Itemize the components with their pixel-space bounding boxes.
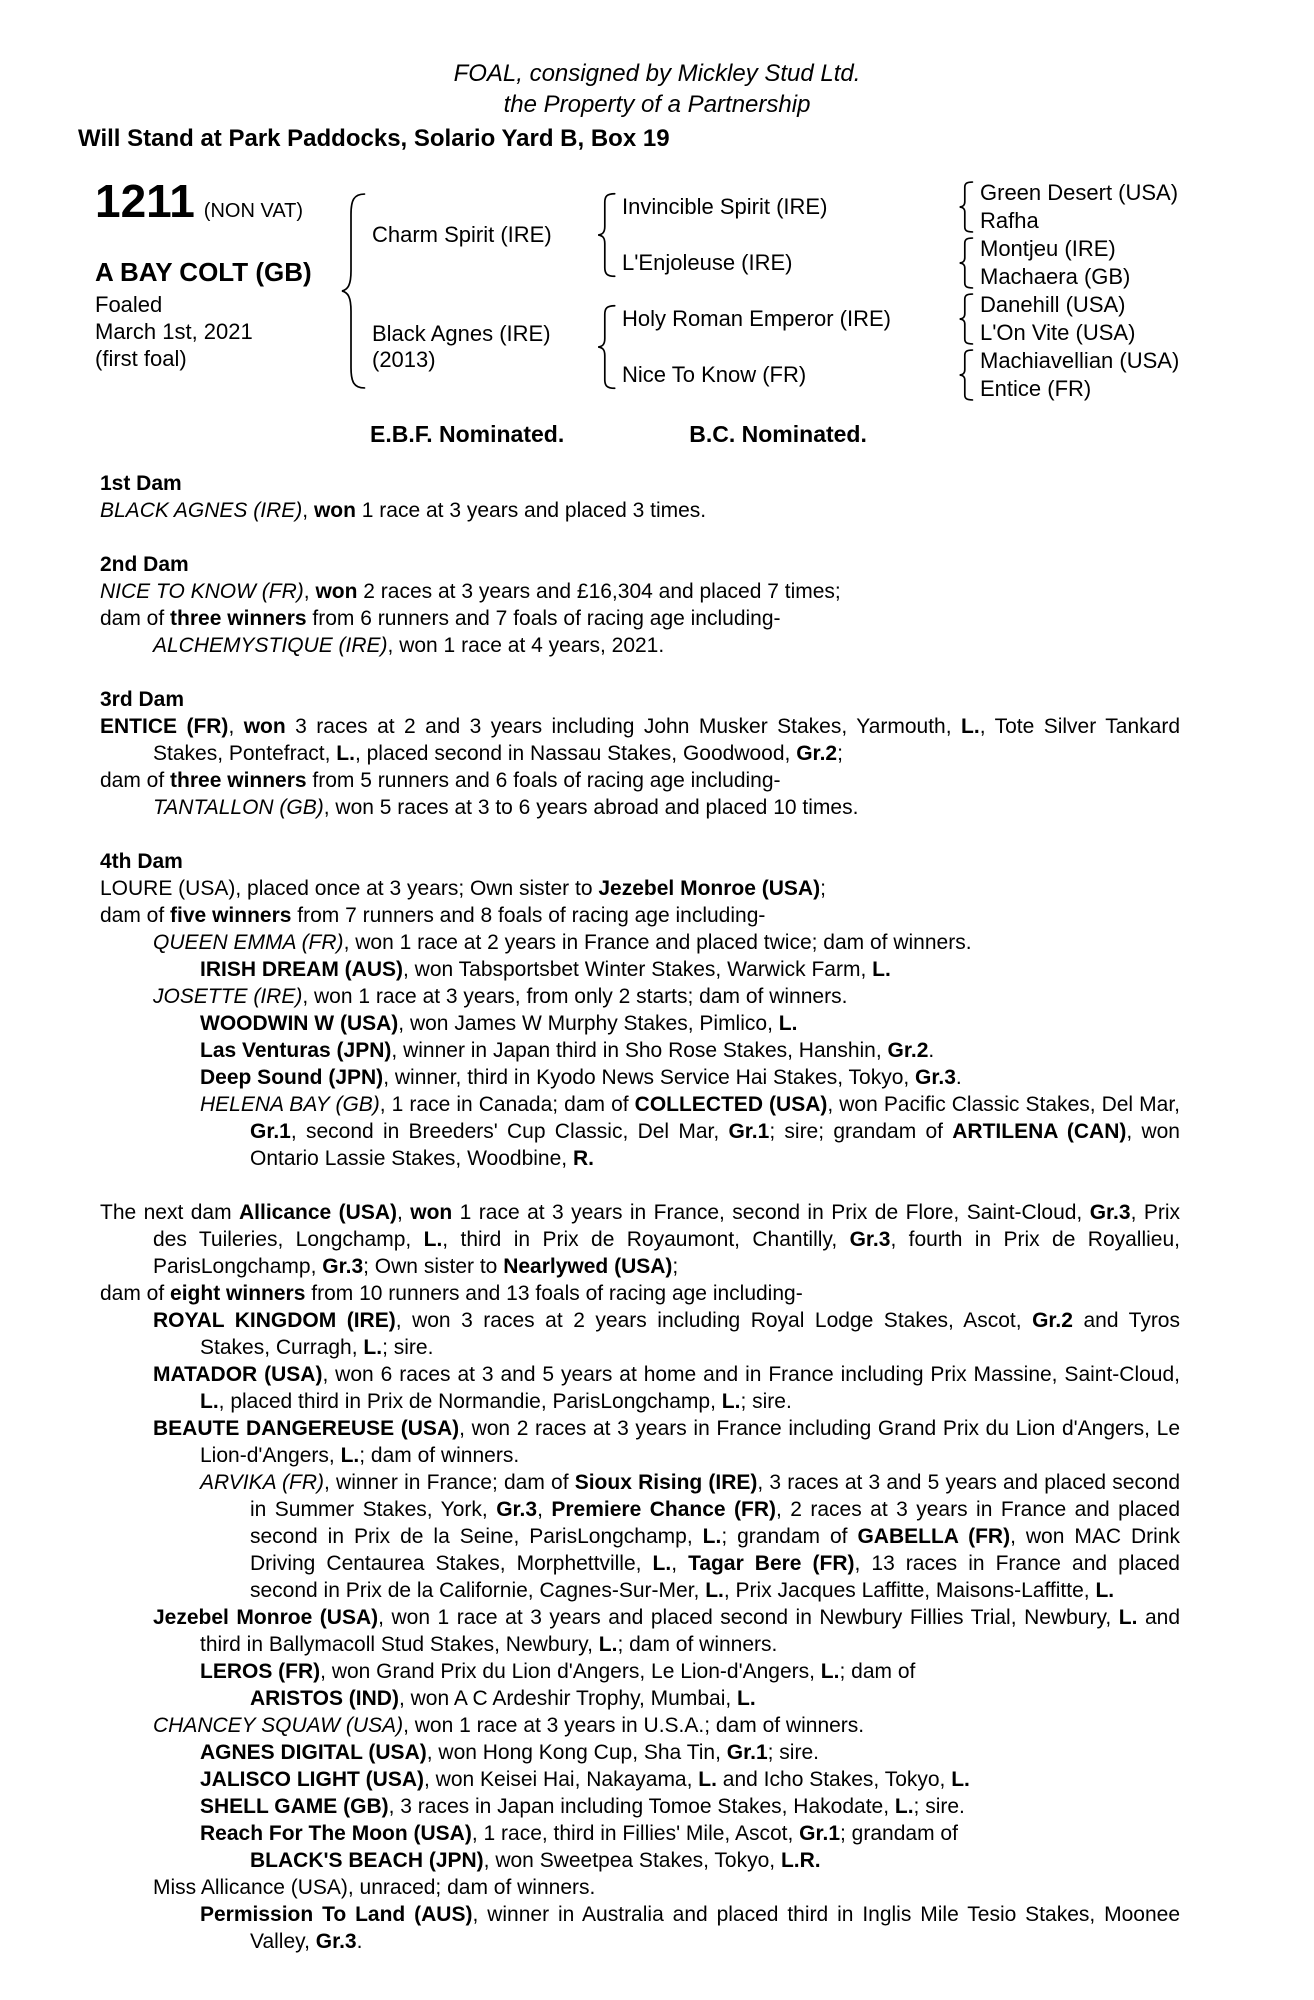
text-segment: , 3 races in Japan including Tomoe Stakes, Hakodate, [388, 1795, 895, 1818]
text-segment: , [537, 1498, 552, 1521]
text-segment: L. [872, 958, 891, 981]
pedigree-paragraph [100, 1199, 1180, 1280]
text-segment: NICE TO KNOW (FR) [100, 580, 304, 603]
text-segment: ARVIKA (FR) [200, 1471, 325, 1494]
text-segment: Premiere Chance (FR) [551, 1498, 776, 1521]
text-segment: , fourth in Prix de Royallieu, ParisLongchamp, [153, 1228, 1180, 1278]
pedigree-paragraph [100, 1820, 1180, 1847]
text-segment: TANTALLON (GB) [153, 796, 324, 819]
text-segment: L.R. [780, 1849, 821, 1872]
nominations-line [370, 421, 1236, 448]
text-segment: , won Grand Prix du Lion d'Angers, Le Lion-d'Angers, [320, 1660, 821, 1683]
text-segment: dam of [100, 607, 171, 630]
text-segment: , Prix Jacques Laffitte, Maisons-Laffitte, [723, 1579, 1096, 1602]
text-segment: , 1 race, third in Fillies' Mile, Ascot, [471, 1822, 800, 1845]
text-segment: , won 5 races at 3 to 6 years abroad and placed 10 times. [323, 796, 859, 819]
text-segment: , won 3 races at 2 years including Royal Lodge Stakes, Ascot, [395, 1309, 1033, 1332]
pedigree-paragraph [100, 1847, 1180, 1874]
horse-description: A BAY COLT (GB) [95, 257, 312, 287]
curly-brace-icon [952, 291, 980, 347]
pedigree-paragraph [100, 1037, 1180, 1064]
text-segment: 3 races at 2 and 3 years including John Musker Stakes, Yarmouth, [285, 715, 962, 738]
text-segment: L. [423, 1228, 443, 1251]
text-segment: The next dam [100, 1201, 240, 1224]
text-segment: won [243, 715, 286, 738]
text-segment: ; grandam of [840, 1822, 958, 1845]
text-segment: 2 races at 3 years and £16,304 and placed 7 times; [357, 580, 841, 603]
pedigree-paragraph [100, 1307, 1180, 1361]
consignor-line: FOAL, consigned by Mickley Stud Ltd. [453, 60, 861, 87]
text-segment: , Prix des Tuileries, Longchamp, [153, 1201, 1180, 1251]
text-segment: Deep Sound (JPN) [200, 1066, 384, 1089]
text-segment: dam of [100, 1282, 171, 1305]
text-segment: , won Tabsportsbet Winter Stakes, Warwick Farm, [403, 958, 873, 981]
text-segment: five winners [170, 904, 292, 927]
text-segment: L. [737, 1687, 756, 1710]
text-segment: from 7 runners and 8 foals of racing age including- [291, 904, 766, 927]
text-segment: ; dam of winners. [359, 1444, 520, 1467]
curly-brace-icon [592, 291, 622, 403]
curly-brace-icon [952, 235, 980, 291]
text-segment: , won Ontario Lassie Stakes, Woodbine, [250, 1120, 1180, 1170]
dam-dam-dam-name: Entice (FR) [980, 376, 1092, 401]
curly-brace-icon [958, 181, 975, 233]
lot-number: 1211 [95, 175, 195, 227]
pedigree-paragraph [100, 875, 1180, 902]
curly-brace-icon [592, 179, 622, 291]
pedigree-paragraph [100, 1766, 1180, 1793]
dam-sire-sire-name: Danehill (USA) [980, 292, 1126, 317]
text-segment: , won 1 race at 3 years, from only 2 starts; dam of winners. [302, 985, 848, 1008]
pedigree-paragraph [100, 902, 1180, 929]
dam-name: Black Agnes (IRE) [372, 321, 551, 346]
text-segment: WOODWIN W (USA) [200, 1012, 399, 1035]
pedigree-paragraph [100, 1604, 1180, 1658]
section-heading: 2nd Dam [100, 553, 189, 576]
text-segment: ; [672, 1255, 679, 1278]
text-segment: L. [340, 1444, 360, 1467]
section-heading: 1st Dam [100, 472, 182, 495]
text-segment: Las Venturas (JPN) [200, 1039, 392, 1062]
section-heading: 3rd Dam [100, 688, 185, 711]
pedigree-sections [100, 470, 1180, 1955]
pedigree-paragraph [100, 1901, 1180, 1955]
text-segment: and Icho Stakes, Tokyo, [716, 1768, 952, 1791]
text-segment: ; [820, 877, 826, 900]
text-segment: Gr.2 [1032, 1309, 1073, 1332]
text-segment: , second in Breeders' Cup Classic, Del Mar, [290, 1120, 729, 1143]
stand-location-line: Will Stand at Park Paddocks, Solario Yard B, Box 19 [78, 125, 670, 152]
text-segment: Gr.1 [250, 1120, 291, 1143]
text-segment: Gr.2 [796, 742, 838, 765]
consignor-header [78, 58, 1236, 120]
sire-name: Charm Spirit (IRE) [372, 222, 552, 247]
pedigree-paragraph [100, 956, 1180, 983]
text-segment: , [302, 499, 314, 522]
text-segment: dam of [100, 769, 171, 792]
text-segment: BLACK AGNES (IRE) [100, 499, 303, 522]
text-segment: , 13 races in France and placed second in Prix de la Californie, Cagnes-Sur-Mer, [250, 1552, 1180, 1602]
dam-section [100, 470, 1180, 524]
text-segment: , winner in France; dam of [324, 1471, 575, 1494]
text-segment: ; sire. [767, 1741, 819, 1764]
text-segment: won [313, 499, 356, 522]
text-segment: Gr.3 [315, 1930, 357, 1953]
text-segment: ; Own sister to [363, 1255, 504, 1278]
text-segment: LOURE (USA), placed once at 3 years; Own sister to [100, 877, 599, 900]
lot-and-pedigree [78, 177, 1236, 403]
text-segment: ; dam of [839, 1660, 916, 1683]
pedigree-paragraph [100, 983, 1180, 1010]
dam-name-block [372, 291, 592, 403]
text-segment: ENTICE (FR) [100, 715, 229, 738]
text-segment: . [955, 1066, 962, 1089]
text-segment: , won 6 races at 3 and 5 years at home and in France including Prix Massine, Saint-Cloud, [322, 1363, 1180, 1386]
text-segment: SHELL GAME (GB) [200, 1795, 389, 1818]
text-segment: Gr.3 [322, 1255, 364, 1278]
text-segment: from 6 runners and 7 foals of racing age including- [306, 607, 781, 630]
dam-sire-name: Holy Roman Emperor (IRE) [622, 306, 891, 331]
text-segment: Jezebel Monroe (USA) [153, 1606, 379, 1629]
text-segment: , 3 races at 3 and 5 years and placed second in Summer Stakes, York, [250, 1471, 1180, 1521]
text-segment: BEAUTE DANGEREUSE (USA) [153, 1417, 460, 1440]
text-segment: L. [702, 1525, 722, 1548]
property-line: the Property of a Partnership [503, 91, 811, 118]
text-segment: , won Keisei Hai, Nakayama, [424, 1768, 699, 1791]
text-segment: , Tote Silver Tankard Stakes, Pontefract, [153, 715, 1181, 765]
vat-status: (NON VAT) [203, 200, 304, 222]
text-segment: L. [951, 1768, 970, 1791]
text-segment: ALCHEMYSTIQUE (IRE) [153, 634, 388, 657]
text-segment: , won 1 race at 2 years in France and placed twice; dam of winners. [343, 931, 972, 954]
sire-dam-dam-name: Machaera (GB) [980, 264, 1131, 289]
pedigree-paragraph [100, 929, 1180, 956]
text-segment: , won Pacific Classic Stakes, Del Mar, [827, 1093, 1180, 1116]
text-segment: L. [336, 742, 355, 765]
text-segment: , third in Prix de Royaumont, Chantilly, [442, 1228, 850, 1251]
pedigree-paragraph [100, 1091, 1180, 1172]
foaled-date: March 1st, 2021 [95, 319, 253, 344]
text-segment: , [228, 715, 244, 738]
text-segment: L. [820, 1660, 840, 1683]
curly-brace-icon [958, 237, 975, 289]
text-segment: , [303, 580, 316, 603]
text-segment: Gr.3 [915, 1066, 956, 1089]
pedigree-paragraph [100, 1739, 1180, 1766]
pedigree-paragraph [100, 1712, 1180, 1739]
dam-year: (2013) [372, 347, 436, 372]
pedigree-paragraph [100, 497, 1180, 524]
text-segment: HELENA BAY (GB) [200, 1093, 380, 1116]
text-segment: BLACK'S BEACH (JPN) [250, 1849, 484, 1872]
text-segment: CHANCEY SQUAW (USA) [153, 1714, 404, 1737]
text-segment: LEROS (FR) [200, 1660, 321, 1683]
text-segment: , [396, 1201, 411, 1224]
pedigree-paragraph [100, 1658, 1180, 1685]
pedigree-paragraph [100, 578, 1180, 605]
text-segment: L. [200, 1390, 219, 1413]
text-segment: Gr.3 [849, 1228, 891, 1251]
text-segment: Nearlywed (USA) [503, 1255, 673, 1278]
text-segment: L. [778, 1012, 798, 1035]
text-segment: Gr.1 [799, 1822, 841, 1845]
text-segment: Permission To Land (AUS) [200, 1903, 473, 1926]
text-segment: , 2 races at 3 years in France and placed second in Prix de la Seine, ParisLongchamp, [250, 1498, 1180, 1548]
text-segment: JALISCO LIGHT (USA) [200, 1768, 424, 1791]
text-segment: , won James W Murphy Stakes, Pimlico, [398, 1012, 779, 1035]
curly-brace-icon [958, 293, 975, 345]
text-segment: L. [705, 1579, 724, 1602]
pedigree-paragraph [100, 794, 1180, 821]
sire-dam-name: L'Enjoleuse (IRE) [622, 250, 793, 275]
text-segment: , winner, third in Kyodo News Service Hai Stakes, Tokyo, [383, 1066, 916, 1089]
foaled-label: Foaled [95, 292, 163, 317]
text-segment: ARISTOS (IND) [250, 1687, 399, 1710]
dam-section [100, 686, 1180, 821]
pedigree-paragraph [100, 1685, 1180, 1712]
pedigree-paragraph [100, 605, 1180, 632]
text-segment: Tagar Bere (FR) [688, 1552, 855, 1575]
foal-note: (first foal) [95, 346, 187, 371]
text-segment: , won 1 race at 3 years and placed second in Newbury Fillies Trial, Newbury, [378, 1606, 1119, 1629]
text-segment: Allicance (USA) [239, 1201, 397, 1224]
text-segment: ; [837, 742, 843, 765]
sire-dam-sire-name: Montjeu (IRE) [980, 236, 1116, 261]
pedigree-paragraph [100, 713, 1180, 767]
text-segment: 1 race at 3 years and placed 3 times. [355, 499, 707, 522]
pedigree-paragraph [100, 1361, 1180, 1415]
dam-section [100, 551, 1180, 659]
text-segment: ; sire; grandam of [769, 1120, 953, 1143]
pedigree-paragraph [100, 1064, 1180, 1091]
text-segment: , winner in Australia and placed third in Inglis Mile Tesio Stakes, Moonee Valley, [250, 1903, 1180, 1953]
text-segment: Gr.3 [496, 1498, 538, 1521]
text-segment: , won 1 race at 4 years, 2021. [387, 634, 665, 657]
text-segment: Gr.1 [728, 1120, 770, 1143]
text-segment: Reach For The Moon (USA) [200, 1822, 472, 1845]
curly-brace-icon [958, 349, 975, 401]
lot-details [78, 177, 336, 403]
curly-brace-icon [952, 347, 980, 403]
text-segment: eight winners [170, 1282, 306, 1305]
text-segment: AGNES DIGITAL (USA) [200, 1741, 427, 1764]
text-segment: Sioux Rising (IRE) [574, 1471, 758, 1494]
text-segment: ROYAL KINGDOM (IRE) [153, 1309, 396, 1332]
foaling-details [95, 291, 336, 372]
lot-number-line [95, 177, 336, 225]
pedigree-paragraph [100, 632, 1180, 659]
dam-dam-sire-name: Machiavellian (USA) [980, 348, 1180, 373]
text-segment: Gr.1 [726, 1741, 768, 1764]
dam-section [100, 1199, 1180, 1955]
pedigree-table [336, 179, 1236, 403]
text-segment: dam of [100, 904, 171, 927]
pedigree-paragraph [100, 1793, 1180, 1820]
text-segment: , [671, 1552, 689, 1575]
section-heading: 4th Dam [100, 850, 183, 873]
text-segment: , placed second in Nassau Stakes, Goodwood, [354, 742, 797, 765]
text-segment: JOSETTE (IRE) [153, 985, 303, 1008]
sire-sire-name: Invincible Spirit (IRE) [622, 194, 828, 219]
text-segment: L. [698, 1768, 717, 1791]
sire-sire-dam-name: Rafha [980, 208, 1039, 233]
bc-nomination: B.C. Nominated. [689, 421, 867, 447]
text-segment: GABELLA (FR) [857, 1525, 1011, 1548]
text-segment: L. [1118, 1606, 1138, 1629]
text-segment: . [356, 1930, 363, 1953]
text-segment: Miss Allicance (USA), unraced; dam of winners. [153, 1876, 596, 1899]
text-segment: from 10 runners and 13 foals of racing age including- [305, 1282, 803, 1305]
text-segment: won [410, 1201, 453, 1224]
text-segment: , won MAC Drink Driving Centaurea Stakes, Morphettville, [250, 1525, 1181, 1575]
text-segment: three winners [170, 607, 307, 630]
text-segment: , won 2 races at 3 years in France including Grand Prix du Lion d'Angers, Le Lion-d'Angers, [200, 1417, 1180, 1467]
text-segment: MATADOR (USA) [153, 1363, 323, 1386]
text-segment: Gr.3 [1089, 1201, 1131, 1224]
text-segment: , won Sweetpea Stakes, Tokyo, [483, 1849, 781, 1872]
text-segment: , placed third in Prix de Normandie, ParisLongchamp, [218, 1390, 722, 1413]
pedigree-paragraph [100, 767, 1180, 794]
text-segment: ; sire. [740, 1390, 792, 1413]
text-segment: . [928, 1039, 935, 1062]
text-segment: three winners [170, 769, 307, 792]
text-segment: and third in Ballymacoll Stud Stakes, Newbury, [200, 1606, 1181, 1656]
curly-brace-icon [336, 179, 372, 403]
text-segment: Jezebel Monroe (USA) [598, 877, 821, 900]
text-segment: ; sire. [913, 1795, 965, 1818]
text-segment: from 5 runners and 6 foals of racing age including- [306, 769, 781, 792]
dam-sire-dam-name: L'On Vite (USA) [980, 320, 1136, 345]
text-segment: COLLECTED (USA) [634, 1093, 828, 1116]
pedigree-paragraph [100, 1874, 1180, 1901]
pedigree-paragraph [100, 1469, 1180, 1604]
text-segment: ; grandam of [721, 1525, 858, 1548]
text-segment: ; sire. [382, 1336, 434, 1359]
text-segment: QUEEN EMMA (FR) [153, 931, 344, 954]
text-segment: L. [961, 715, 980, 738]
pedigree-paragraph [100, 1280, 1180, 1307]
text-segment: Gr.2 [887, 1039, 929, 1062]
text-segment: L. [363, 1336, 383, 1359]
pedigree-paragraph [100, 1010, 1180, 1037]
text-segment: and Tyros Stakes, Curragh, [200, 1309, 1180, 1359]
sire-sire-sire-name: Green Desert (USA) [980, 180, 1179, 205]
ebf-nomination: E.B.F. Nominated. [370, 421, 565, 447]
text-segment: , won A C Ardeshir Trophy, Mumbai, [398, 1687, 738, 1710]
text-segment: won [315, 580, 358, 603]
text-segment: L. [1095, 1579, 1115, 1602]
text-segment: L. [894, 1795, 914, 1818]
text-segment: ; dam of winners. [617, 1633, 778, 1656]
pedigree-paragraph [100, 1415, 1180, 1469]
text-segment: ARTILENA (CAN) [952, 1120, 1127, 1143]
curly-brace-icon [952, 179, 980, 235]
curly-brace-icon [596, 304, 618, 390]
text-segment: , winner in Japan third in Sho Rose Stakes, Hanshin, [391, 1039, 888, 1062]
text-segment: IRISH DREAM (AUS) [200, 958, 403, 981]
curly-brace-icon [339, 190, 369, 392]
text-segment: , 1 race in Canada; dam of [379, 1093, 635, 1116]
dam-dam-name: Nice To Know (FR) [622, 362, 807, 387]
text-segment: R. [572, 1147, 594, 1170]
dam-section [100, 848, 1180, 1172]
text-segment: L. [598, 1633, 618, 1656]
curly-brace-icon [596, 192, 618, 278]
text-segment: , won Hong Kong Cup, Sha Tin, [426, 1741, 727, 1764]
text-segment: L. [652, 1552, 672, 1575]
text-segment: L. [721, 1390, 741, 1413]
text-segment: , won 1 race at 3 years in U.S.A.; dam of winners. [403, 1714, 865, 1737]
text-segment: 1 race at 3 years in France, second in Prix de Flore, Saint-Cloud, [452, 1201, 1090, 1224]
